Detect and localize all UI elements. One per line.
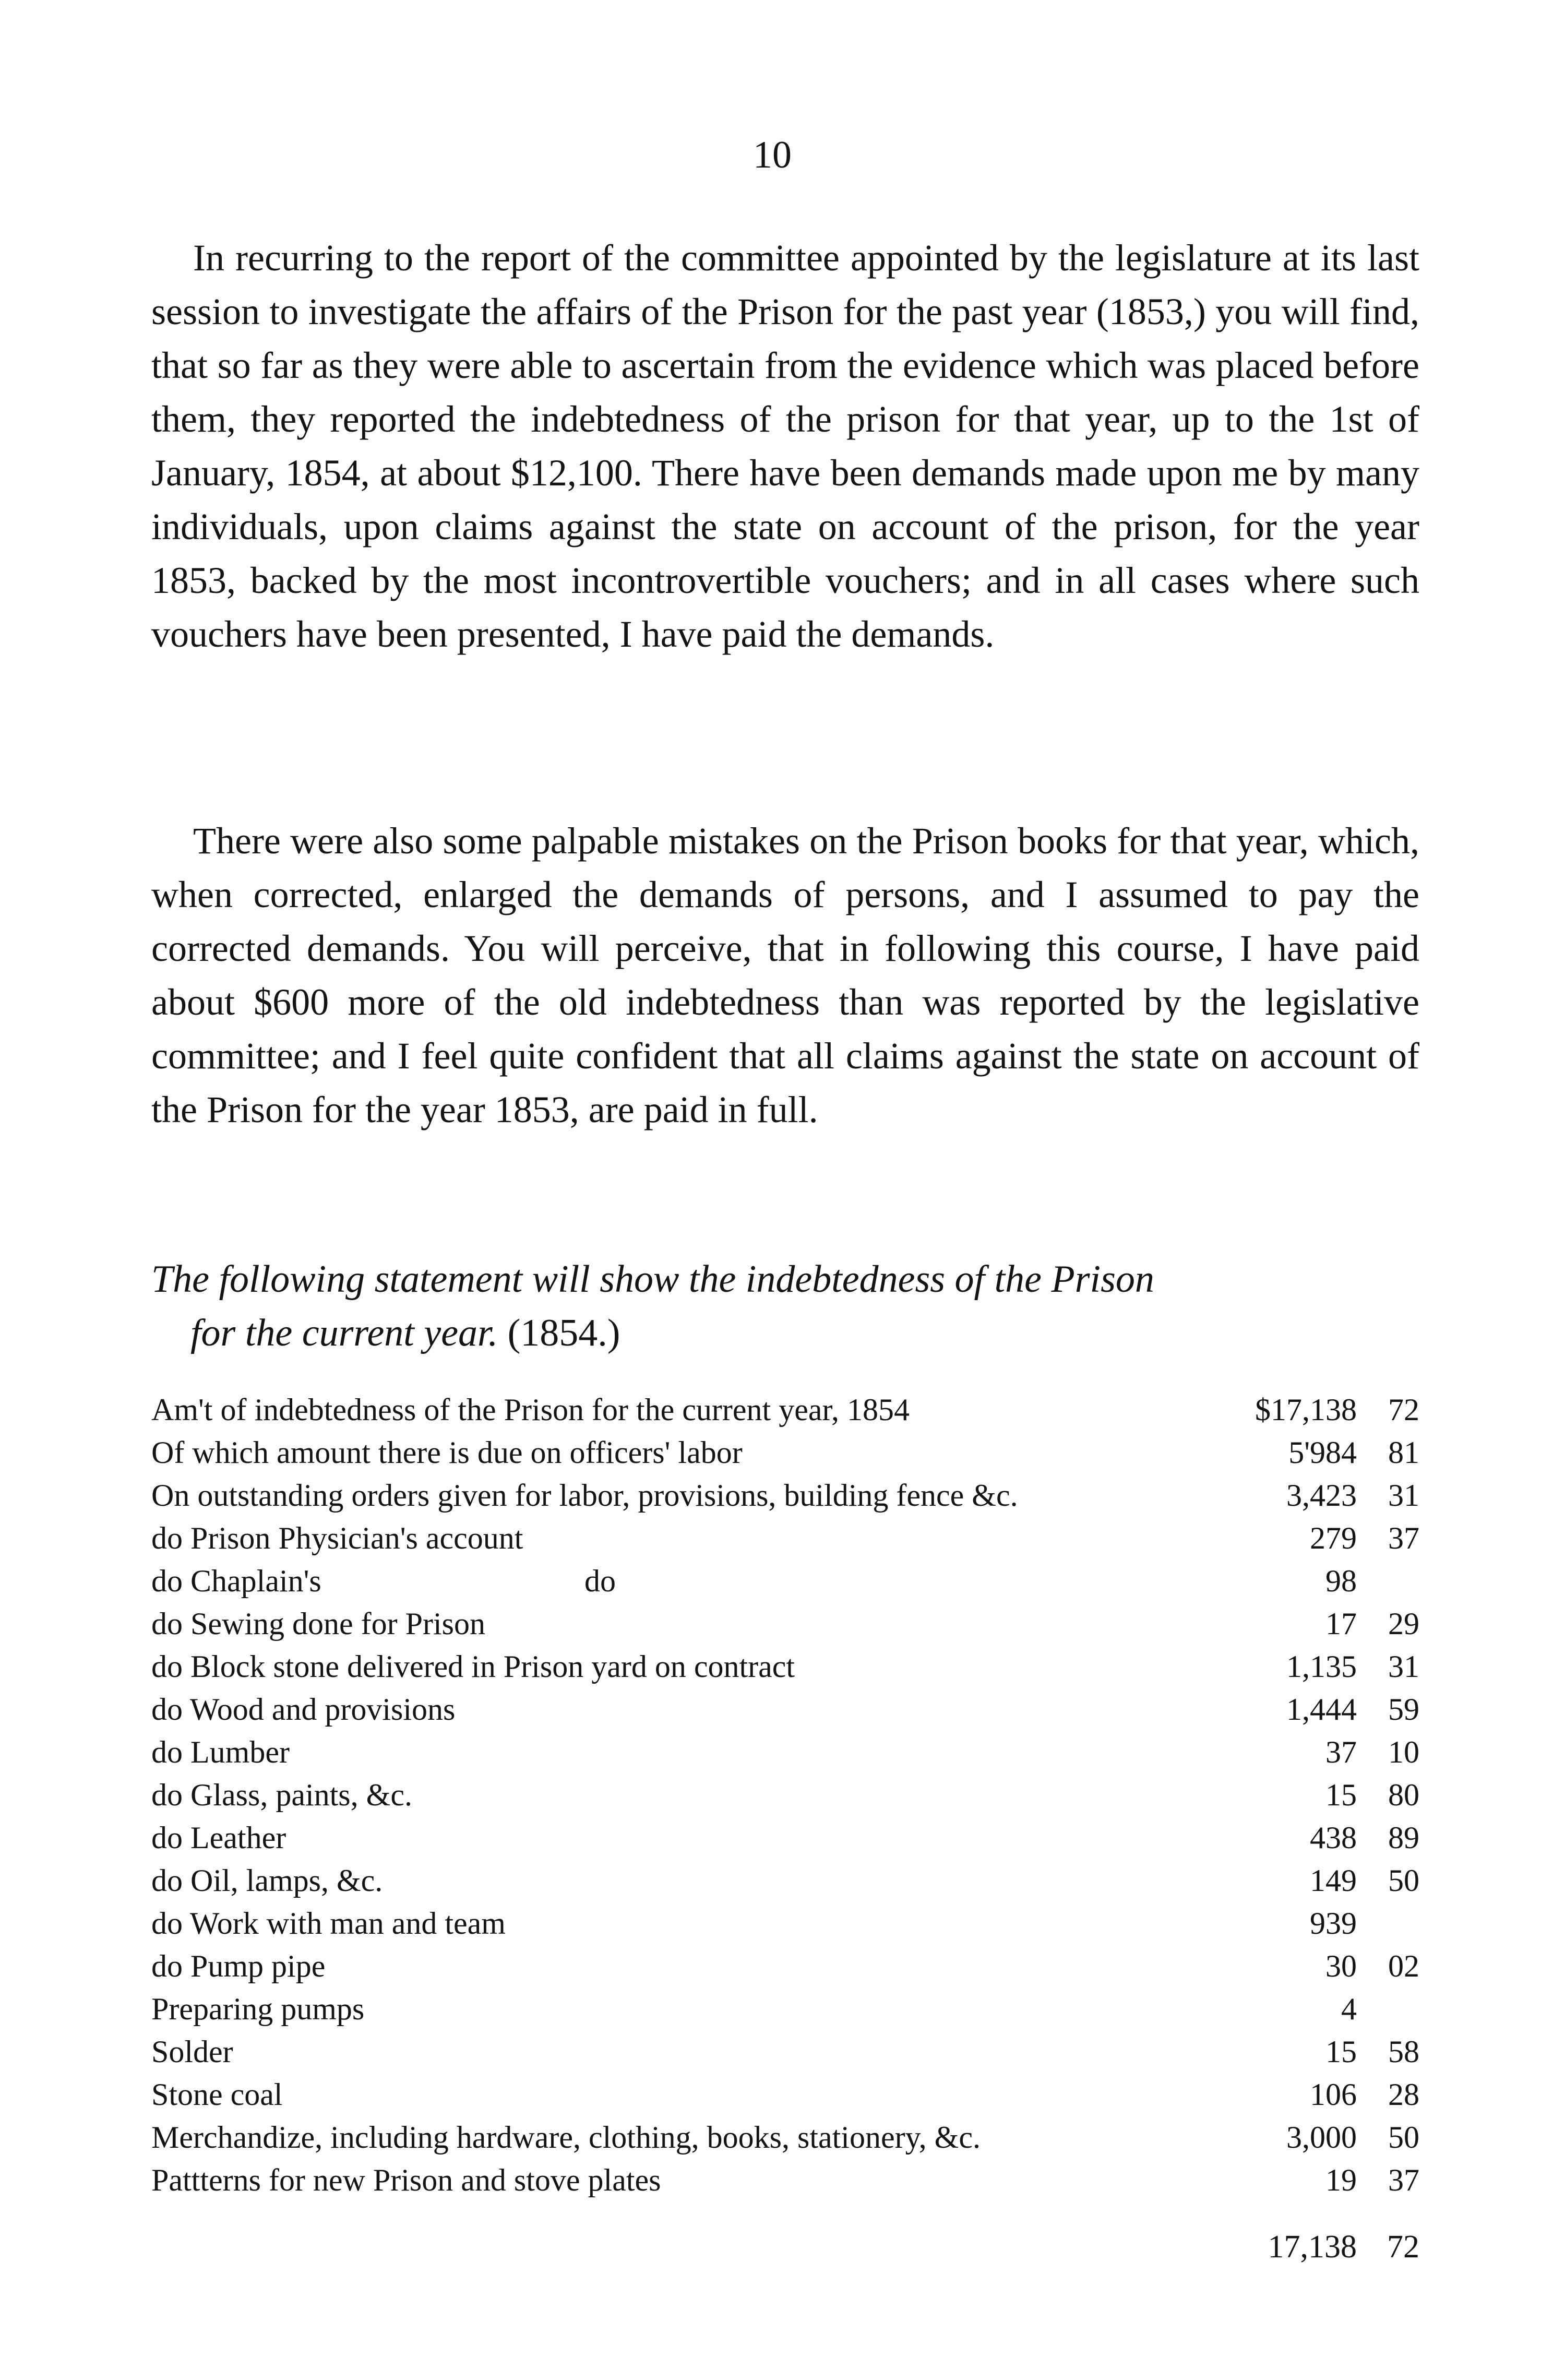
ledger-row bbox=[151, 1902, 1419, 1945]
ledger-item-dollars: 30 bbox=[1325, 1949, 1357, 1983]
ledger-item-label-wrap bbox=[151, 1645, 795, 1688]
ledger-row bbox=[151, 1988, 1419, 2030]
ledger-item-label: Am't of indebtedness of the Prison for the current year, 1854 bbox=[151, 1393, 910, 1427]
ledger-item-label-wrap bbox=[151, 1474, 1018, 1517]
ledger-item-cents: 81 bbox=[1388, 1435, 1419, 1470]
ledger-item-label: Of which amount there is due on officers' labor bbox=[151, 1435, 743, 1470]
ledger-item-label: do Block stone delivered in Prison yard on contract bbox=[151, 1649, 795, 1684]
ledger-item-label: do Leather bbox=[151, 1820, 286, 1855]
ledger-row bbox=[151, 1859, 1419, 1902]
ledger-item-label-wrap bbox=[151, 2116, 981, 2159]
ledger-item-dollars: 17 bbox=[1325, 1606, 1357, 1641]
indebtedness-ledger bbox=[151, 1388, 1419, 2202]
ledger-item-dollars: 4 bbox=[1341, 1992, 1357, 2026]
ledger-item-label-wrap bbox=[151, 1902, 506, 1945]
ledger-item-dollars: 279 bbox=[1310, 1521, 1357, 1555]
ledger-row bbox=[151, 1602, 1419, 1645]
ledger-item-cents: 37 bbox=[1388, 2163, 1419, 2197]
ledger-item-cents: 29 bbox=[1388, 1606, 1419, 1641]
ledger-item-label: Pattterns for new Prison and stove plates bbox=[151, 2163, 661, 2197]
ledger-total-dollars: 17,138 bbox=[1268, 2229, 1357, 2265]
ledger-item-dollars: $17,138 bbox=[1255, 1393, 1357, 1427]
ledger-item-label-wrap bbox=[151, 1859, 383, 1902]
ledger-item-label-wrap bbox=[151, 1560, 616, 1602]
ledger-item-label: On outstanding orders given for labor, provisions, building fence &c. bbox=[151, 1478, 1018, 1513]
ledger-item-dollars: 37 bbox=[1325, 1735, 1357, 1769]
ledger-item-label: do Wood and provisions bbox=[151, 1692, 456, 1727]
ledger-item-label: do Lumber bbox=[151, 1735, 290, 1769]
ledger-item-label: Merchandize, including hardware, clothing, books, stationery, &c. bbox=[151, 2120, 981, 2155]
ledger-row bbox=[151, 1474, 1419, 1517]
ledger-row bbox=[151, 1816, 1419, 1859]
ledger-row bbox=[151, 1431, 1419, 1474]
ledger-item-cents: 59 bbox=[1388, 1692, 1419, 1727]
ledger-item-cents: 10 bbox=[1388, 1735, 1419, 1769]
ledger-item-cents: 80 bbox=[1388, 1778, 1419, 1812]
ledger-row bbox=[151, 1645, 1419, 1688]
ledger-row bbox=[151, 1731, 1419, 1774]
statement-intro-line-2-wrap bbox=[151, 1306, 1419, 1360]
ledger-item-cents: 89 bbox=[1388, 1820, 1419, 1855]
ledger-item-label: do Work with man and team bbox=[151, 1906, 506, 1941]
ledger-item-dollars: 1,444 bbox=[1286, 1692, 1357, 1727]
ledger-item-label: do Glass, paints, &c. bbox=[151, 1778, 412, 1812]
ledger-item-cents: 72 bbox=[1388, 1393, 1419, 1427]
ledger-row bbox=[151, 2159, 1419, 2202]
ledger-item-dollars: 939 bbox=[1310, 1906, 1357, 1941]
page-number: 10 bbox=[753, 134, 792, 176]
ledger-row bbox=[151, 2116, 1419, 2159]
ledger-item-dollars: 438 bbox=[1310, 1820, 1357, 1855]
ledger-item-cents: 37 bbox=[1388, 1521, 1419, 1555]
ledger-item-label: Preparing pumps bbox=[151, 1992, 365, 2026]
ledger-item-cents: 50 bbox=[1388, 1863, 1419, 1898]
ledger-item-dollars: 149 bbox=[1310, 1863, 1357, 1898]
ledger-item-label: do Prison Physician's account bbox=[151, 1521, 523, 1555]
statement-year: (1854.) bbox=[507, 1312, 620, 1354]
statement-intro bbox=[151, 1253, 1419, 1360]
ledger-item-label: Solder bbox=[151, 2034, 233, 2069]
ledger-row bbox=[151, 1517, 1419, 1560]
ledger-row bbox=[151, 2073, 1419, 2116]
ledger-item-label-wrap bbox=[151, 1731, 290, 1774]
ledger-item-cents: 31 bbox=[1388, 1478, 1419, 1513]
ledger-item-dollars: 106 bbox=[1310, 2077, 1357, 2112]
ledger-item-label-wrap bbox=[151, 1945, 325, 1988]
ledger-item-dollars: 15 bbox=[1325, 1778, 1357, 1812]
ledger-item-label-wrap bbox=[151, 1774, 412, 1816]
ledger-item-label-wrap bbox=[151, 1816, 286, 1859]
ledger-item-dollars: 19 bbox=[1325, 2163, 1357, 2197]
ledger-item-label-wrap bbox=[151, 2030, 233, 2073]
ledger-total-cents: 72 bbox=[1387, 2229, 1419, 2265]
ledger-row bbox=[151, 1560, 1419, 1602]
ledger-item-cents: 31 bbox=[1388, 1649, 1419, 1684]
ledger-row bbox=[151, 1945, 1419, 1988]
ledger-item-label: do Chaplain's bbox=[151, 1564, 321, 1598]
ledger-row bbox=[151, 1388, 1419, 1431]
ledger-item-dollars: 98 bbox=[1325, 1564, 1357, 1598]
ledger-row bbox=[151, 2030, 1419, 2073]
ledger-total-row bbox=[151, 2223, 1419, 2270]
statement-intro-line-1: The following statement will show the indebtedness of the Prison bbox=[151, 1258, 1154, 1301]
ledger-item-dollars: 5'984 bbox=[1288, 1435, 1357, 1470]
ledger-item-dollars: 1,135 bbox=[1286, 1649, 1357, 1684]
statement-intro-line-2: for the current year. bbox=[190, 1312, 498, 1354]
ledger-item-label: do Pump pipe bbox=[151, 1949, 326, 1983]
ledger-item-label-wrap bbox=[151, 2159, 661, 2202]
ledger-item-cents: 50 bbox=[1388, 2120, 1419, 2155]
ledger-item-cents: 02 bbox=[1388, 1949, 1419, 1983]
ledger-item-cents: 28 bbox=[1388, 2077, 1419, 2112]
ledger-item-dollars: 3,000 bbox=[1286, 2120, 1357, 2155]
ledger-item-cents: 58 bbox=[1388, 2034, 1419, 2069]
ledger-item-label-wrap bbox=[151, 2073, 283, 2116]
ledger-item-dollars: 3,423 bbox=[1286, 1478, 1357, 1513]
ledger-item-label-wrap bbox=[151, 1988, 364, 2030]
ledger-item-label: do Sewing done for Prison bbox=[151, 1606, 485, 1641]
paragraph-1: In recurring to the report of the committee appointed by the legislature at its last session to investigate the affairs of the Prison for the past year (1853,) you will find, that so far as they were able to ascertain from the evidence which was placed before them, they reported the indebtedness of the prison for that year, up to the 1st of January, 1854, at about $12,100. There have been demands made upon me by many individuals, upon claims against the state on account of the prison, for the year 1853, backed by the most incontrovertible vouchers; and in all cases where such vouchers have been presented, I have paid the demands. bbox=[151, 237, 1419, 655]
ledger-row bbox=[151, 1774, 1419, 1816]
ledger-item-label-wrap bbox=[151, 1688, 455, 1731]
ledger-item-label-wrap bbox=[151, 1431, 743, 1474]
ledger-item-label-wrap bbox=[151, 1388, 910, 1431]
ledger-item-dollars: 15 bbox=[1325, 2034, 1357, 2069]
ledger-row bbox=[151, 1688, 1419, 1731]
ledger-item-label: do Oil, lamps, &c. bbox=[151, 1863, 383, 1898]
paragraph-2: There were also some palpable mistakes on the Prison books for that year, which, when corrected, enlarged the demands of persons, and I assumed to pay the corrected demands. You will perceive, that in following this course, I have paid about $600 more of the old indebtedness than was reported by the legislative committee; and I feel quite confident that all claims against the state on account of the Prison for the year 1853, are paid in full. bbox=[151, 820, 1419, 1130]
ledger-item-label-wrap bbox=[151, 1602, 485, 1645]
ledger-item-label: Stone coal bbox=[151, 2077, 283, 2112]
ledger-item-ditto: do bbox=[584, 1564, 616, 1598]
ledger-item-label-wrap bbox=[151, 1517, 523, 1560]
